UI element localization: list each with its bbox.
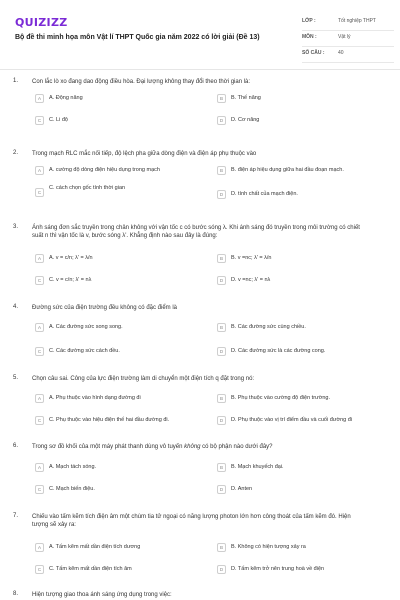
option-letter-box: C [35, 276, 44, 285]
option-text: C. Li độ [49, 117, 68, 123]
meta-value: Vật lý [338, 34, 351, 40]
option-letter-box: A [35, 543, 44, 552]
option-text: D. Anten [231, 486, 253, 492]
meta-row-subject [302, 31, 394, 47]
question-text: Con lắc lò xo đang dao động điều hòa. Đại lượng không thay đổi theo thời gian là: [32, 79, 251, 85]
option-text: A. v = c/n; λ' = λ/n [49, 255, 93, 261]
option-letter-box: A [35, 254, 44, 263]
option-text: A. Tấm kẽm mất dần điện tích dương [49, 544, 141, 550]
meta-row-count [302, 47, 394, 63]
question-text: Chọn câu sai. Công của lực điện trường làm di chuyển một điện tích q đặt trong nó: [32, 376, 255, 382]
option-letter-box: B [217, 543, 226, 552]
option-letter-box: D [217, 347, 226, 356]
option-text: C. v = c/n; λ' = nλ [49, 277, 92, 283]
option-text: D. Cơ năng [231, 117, 260, 123]
option-text: C. Tấm kẽm mất dần điện tích âm [49, 566, 132, 572]
option-letter-box: C [35, 565, 44, 574]
question-number: 7. [13, 513, 19, 519]
option-text: A. Phụ thuộc vào hình dạng đường đi [49, 395, 141, 401]
meta-label: MÔN : [302, 34, 317, 40]
option-text: D. Các đường sức là các đường cong. [231, 348, 326, 354]
quizizz-logo: QUIZIZZ [15, 16, 68, 29]
option-letter-box: D [217, 416, 226, 425]
option-text: C. Phụ thuộc vào hiệu điện thế hai đầu đường đi. [49, 417, 170, 423]
option-letter-box: D [217, 116, 226, 125]
option-letter-box: B [217, 254, 226, 263]
option-letter-box: B [217, 166, 226, 175]
option-text: C. cách chọn gốc tính thời gian [49, 185, 126, 191]
option-letter-box: C [35, 188, 44, 197]
option-letter-box: B [217, 463, 226, 472]
question-text-part: có bộ phận nào dưới đây? [200, 444, 273, 450]
option-letter-box: C [35, 416, 44, 425]
option-letter-box: C [35, 116, 44, 125]
option-text: D. Tấm kẽm trở nên trung hoà về điện [231, 566, 325, 572]
meta-table [302, 15, 394, 63]
option-letter-box: B [217, 323, 226, 332]
option-text: A. Mạch tách sóng. [49, 464, 97, 470]
option-letter-box: A [35, 94, 44, 103]
option-text: B. Mạch khuyếch đại. [231, 464, 284, 470]
option-letter-box: D [217, 190, 226, 199]
option-text: A. Động năng [49, 95, 83, 101]
option-letter-box: D [217, 485, 226, 494]
option-letter-box: C [35, 347, 44, 356]
option-text: B. điện áp hiệu dụng giữa hai đầu đoạn mạch. [231, 167, 344, 173]
option-text: B. Phụ thuộc vào cường độ điện trường. [231, 395, 330, 401]
option-letter-box: A [35, 166, 44, 175]
option-text: A. Các đường sức song song. [49, 324, 123, 330]
question-text-part: Trong sơ đồ khối của một máy phát thanh dùng vô tuyến [32, 444, 185, 450]
option-text: B. Các đường sức cùng chiều. [231, 324, 306, 330]
question-number: 3. [13, 224, 19, 230]
option-letter-box: D [217, 276, 226, 285]
question-text [32, 443, 367, 451]
option-text: B. v =nc; λ' = λ/n [231, 255, 272, 261]
option-letter-box: B [217, 394, 226, 403]
document-title: Bộ đề thi minh họa môn Vật lí THPT Quốc gia năm 2022 có lời giải (Đề 13) [15, 34, 260, 41]
option-text: D. v =nc; λ' = nλ [231, 277, 271, 283]
meta-label: LỚP : [302, 18, 316, 24]
meta-label: SỐ CÂU : [302, 50, 325, 56]
meta-row-class [302, 15, 394, 31]
question-number: 8. [13, 591, 19, 597]
option-text: C. Các đường sức cách đều. [49, 348, 120, 354]
option-letter-box: A [35, 463, 44, 472]
option-text: D. Phụ thuộc vào vị trí điểm đầu và cuối đường đi [231, 417, 353, 423]
option-text: D. tính chất của mạch điện. [231, 191, 298, 197]
worksheet-header [0, 0, 400, 70]
question-text-emphasis: không [184, 444, 201, 450]
meta-value: 40 [338, 50, 344, 56]
option-text: A. cường độ dòng điện hiệu dụng trong mạch [49, 167, 160, 173]
question-number: 2. [13, 150, 19, 156]
question-text: Ánh sáng đơn sắc truyền trong chân không với vận tốc c có bước sóng λ. Khi ánh sáng đó truyền trong môi trường có chiết suất n thì vận tốc là v, bước sóng λ'. Khẳng định nào sau đây là đúng: [32, 225, 360, 239]
option-letter-box: B [217, 94, 226, 103]
question-text: Chiếu vào tấm kẽm tích điện âm một chùm tia tử ngoại có năng lượng photon lớn hơn công thoát của tấm kẽm đó. Hiện tượng sẽ xảy ra: [32, 514, 351, 528]
option-letter-box: D [217, 565, 226, 574]
question-text: Trong mạch RLC mắc nối tiếp, độ lệch pha giữa dòng điện và điện áp phụ thuộc vào [32, 151, 257, 157]
option-text: C. Mạch biến điệu. [49, 486, 95, 492]
option-text: B. Không có hiện tượng xảy ra [231, 544, 306, 550]
meta-value: Tốt nghiệp THPT [338, 18, 376, 24]
question-number: 4. [13, 304, 19, 310]
option-letter-box: C [35, 485, 44, 494]
question-number: 6. [13, 443, 19, 449]
option-letter-box: A [35, 323, 44, 332]
question-number: 5. [13, 375, 19, 381]
option-text: B. Thế năng [231, 95, 261, 101]
question-number: 1. [13, 78, 19, 84]
option-letter-box: A [35, 394, 44, 403]
question-text: Đường sức của điện trường đều không có đặc điểm là [32, 305, 177, 311]
question-text: Hiện tượng giao thoa ánh sáng ứng dụng trong việc: [32, 592, 172, 598]
